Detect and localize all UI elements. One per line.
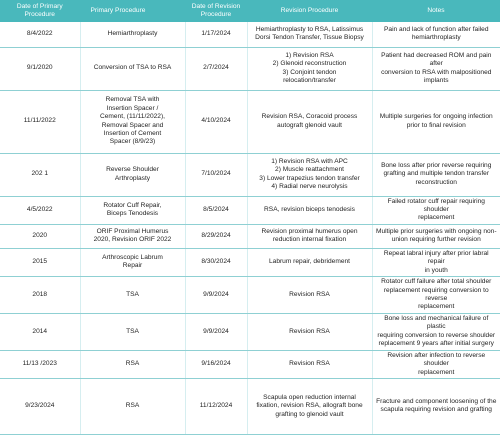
table-row [0,350,500,378]
cell-date-revision: 8/30/2024 [185,248,247,276]
cell-notes: Multiple surgeries for ongoing infection prior to final revision [372,90,500,153]
cell-notes: Revision after infection to reverse shoulder replacement [372,350,500,378]
cell-primary-procedure: Rotator Cuff Repair, Biceps Tenodesis [80,196,185,224]
table-row [0,277,500,314]
cell-notes: Multiple prior surgeries with ongoing non- union requiring further revision [372,224,500,248]
cell-date-revision: 9/16/2024 [185,350,247,378]
cell-date-primary: 2018 [0,277,80,314]
cell-primary-procedure: ORIF Proximal Humerus 2020, Revision ORIF 2022 [80,224,185,248]
cell-revision-procedure: Revision RSA [247,313,372,350]
table-row [0,90,500,153]
cell-notes: Repeat labral injury after prior labral repair in youth [372,248,500,276]
cell-revision-procedure: Scapula open reduction internal fixation, revision RSA, allograft bone grafting to glenoid vault [247,378,372,434]
cell-date-revision: 9/9/2024 [185,277,247,314]
cell-primary-procedure: Arthroscopic Labrum Repair [80,248,185,276]
cell-primary-procedure: RSA [80,350,185,378]
cell-notes: Pain and lack of function after failed hemiarthroplasty [372,22,500,47]
cell-date-primary: 9/23/2024 [0,378,80,434]
cell-date-primary: 202 1 [0,153,80,196]
cell-date-revision: 2/7/2024 [185,47,247,90]
cell-notes: Bone loss and mechanical failure of plastic requiring conversion to reverse shoulder replacement 9 years after initial surgery [372,313,500,350]
cell-date-revision: 9/9/2024 [185,313,247,350]
header-row [0,0,500,22]
table-header [0,0,500,22]
header-notes: Notes [372,0,500,22]
cell-revision-procedure: Revision RSA, Coracoid process autograft glenoid vault [247,90,372,153]
cell-date-revision: 7/10/2024 [185,153,247,196]
cell-primary-procedure: RSA [80,378,185,434]
cell-notes: Patient had decreased ROM and pain after conversion to RSA with malpositioned implants [372,47,500,90]
cell-notes: Fracture and component loosening of the scapula requiring revision and grafting [372,378,500,434]
cell-revision-procedure: 1) Revision RSA 2) Glenoid reconstruction 3) Conjoint tendon relocation/transfer [247,47,372,90]
cell-date-primary: 9/1/2020 [0,47,80,90]
cell-revision-procedure: RSA, revision biceps tenodesis [247,196,372,224]
cell-notes: Failed rotator cuff repair requiring shoulder replacement [372,196,500,224]
table-row [0,378,500,434]
header-revision-procedure: Revision Procedure [247,0,372,22]
cell-date-revision: 8/29/2024 [185,224,247,248]
cell-primary-procedure: Removal TSA with Insertion Spacer / Cement, (11/11/2022), Removal Spacer and Insertion of Cement Spacer (8/9/23) [80,90,185,153]
cell-date-revision: 8/5/2024 [185,196,247,224]
table-row [0,313,500,350]
table-row [0,47,500,90]
cell-date-revision: 4/10/2024 [185,90,247,153]
cell-notes: Bone loss after prior reverse requiring grafting and multiple tendon transfer reconstruction [372,153,500,196]
cell-date-primary: 2020 [0,224,80,248]
table-row [0,153,500,196]
cell-revision-procedure: Labrum repair, debridement [247,248,372,276]
cell-primary-procedure: TSA [80,277,185,314]
cell-primary-procedure: Conversion of TSA to RSA [80,47,185,90]
cell-revision-procedure: Revision RSA [247,277,372,314]
cell-primary-procedure: Hemiarthroplasty [80,22,185,47]
header-date-primary: Date of Primary Procedure [0,0,80,22]
cell-date-primary: 11/13 /2023 [0,350,80,378]
table-row [0,224,500,248]
cell-primary-procedure: Reverse Shoulder Arthroplasty [80,153,185,196]
cell-primary-procedure: TSA [80,313,185,350]
cell-revision-procedure: Revision proximal humerus open reduction internal fixation [247,224,372,248]
header-date-revision: Date of Revision Procedure [185,0,247,22]
cell-revision-procedure: Hemiarthroplasty to RSA, Latissimus Dorsi Tendon Transfer, Tissue Biopsy [247,22,372,47]
cell-date-primary: 2014 [0,313,80,350]
cell-date-primary: 4/5/2022 [0,196,80,224]
table-body [0,22,500,434]
header-primary-procedure: Primary Procedure [80,0,185,22]
cell-date-primary: 2015 [0,248,80,276]
table-row [0,248,500,276]
table-row [0,22,500,47]
cell-date-primary: 8/4/2022 [0,22,80,47]
cell-notes: Rotator cuff failure after total shoulder replacement requiring conversion to reverse replacement [372,277,500,314]
cell-date-revision: 1/17/2024 [185,22,247,47]
cell-date-primary: 11/11/2022 [0,90,80,153]
cell-revision-procedure: 1) Revision RSA with APC 2) Muscle reattachment 3) Lower trapezius tendon transfer 4) Radial nerve neurolysis [247,153,372,196]
table-row [0,196,500,224]
cell-revision-procedure: Revision RSA [247,350,372,378]
cell-date-revision: 11/12/2024 [185,378,247,434]
